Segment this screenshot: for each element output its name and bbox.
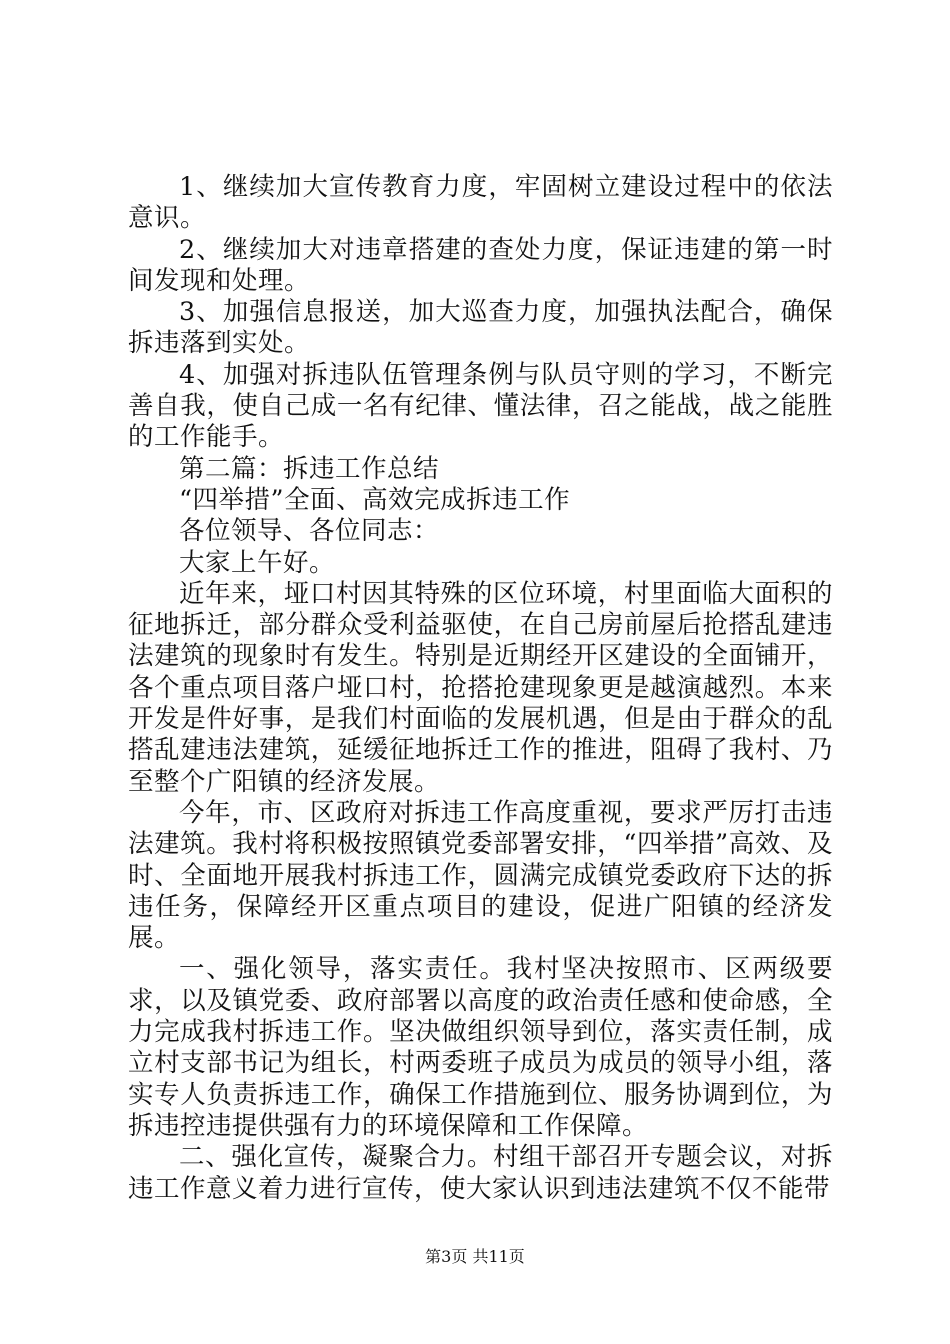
salutation: 各位领导、各位同志： [179,516,440,547]
body-paragraph-measure-2: 二、强化宣传，凝聚合力。村组干部召开专题会议，对拆违工作意义着力进行宣传，使大家认识到违法建筑不仅不能带 [128,1142,833,1204]
body-paragraph-background: 近年来，垭口村因其特殊的区位环境，村里面临大面积的征地拆迁，部分群众受利益驱使，在自己房前屋后抢搭乱建违法建筑的现象时有发生。特别是近期经开区建设的全面铺开，各个重点项目落户垭口村，抢搭抢建现象更是越演越烈。本来开发是件好事，是我们村面临的发展机遇，但是由于群众的乱搭乱建违法建筑，延缓征地拆迁工作的推进，阻碍了我村、乃至整个广阳镇的经济发展。 [128,578,833,797]
body-paragraph-this-year: 今年，市、区政府对拆违工作高度重视，要求严厉打击违法建筑。我村将积极按照镇党委部署安排，“四举措”高效、及时、全面地开展我村拆违工作，圆满完成镇党委政府下达的拆违任务，保障经开区重点项目的建设，促进广阳镇的经济发展。 [128,797,833,954]
section-heading: 第二篇：拆违工作总结 [179,453,440,484]
speech-title: “四举措”全面、高效完成拆违工作 [179,484,571,515]
greeting: 大家上午好。 [179,547,336,578]
page-number-footer: 第3页 共11页 [425,1247,525,1266]
paragraph-item-1: 1、继续加大宣传教育力度，牢固树立建设过程中的依法意识。 [128,172,833,234]
document-body [128,172,833,1205]
paragraph-item-2: 2、继续加大对违章搭建的查处力度，保证违建的第一时间发现和处理。 [128,234,833,296]
body-paragraph-measure-1: 一、强化领导，落实责任。我村坚决按照市、区两级要求，以及镇党委、政府部署以高度的政治责任感和使命感，全力完成我村拆违工作。坚决做组织领导到位，落实责任制，成立村支部书记为组长，村两委班子成员为成员的领导小组，落实专人负责拆违工作，确保工作措施到位、服务协调到位，为拆违控违提供强有力的环境保障和工作保障。 [128,954,833,1141]
paragraph-item-3: 3、加强信息报送，加大巡查力度，加强执法配合，确保拆违落到实处。 [128,297,833,359]
paragraph-item-4: 4、加强对拆违队伍管理条例与队员守则的学习，不断完善自我，使自己成一名有纪律、懂法律，召之能战，战之能胜的工作能手。 [128,359,833,453]
